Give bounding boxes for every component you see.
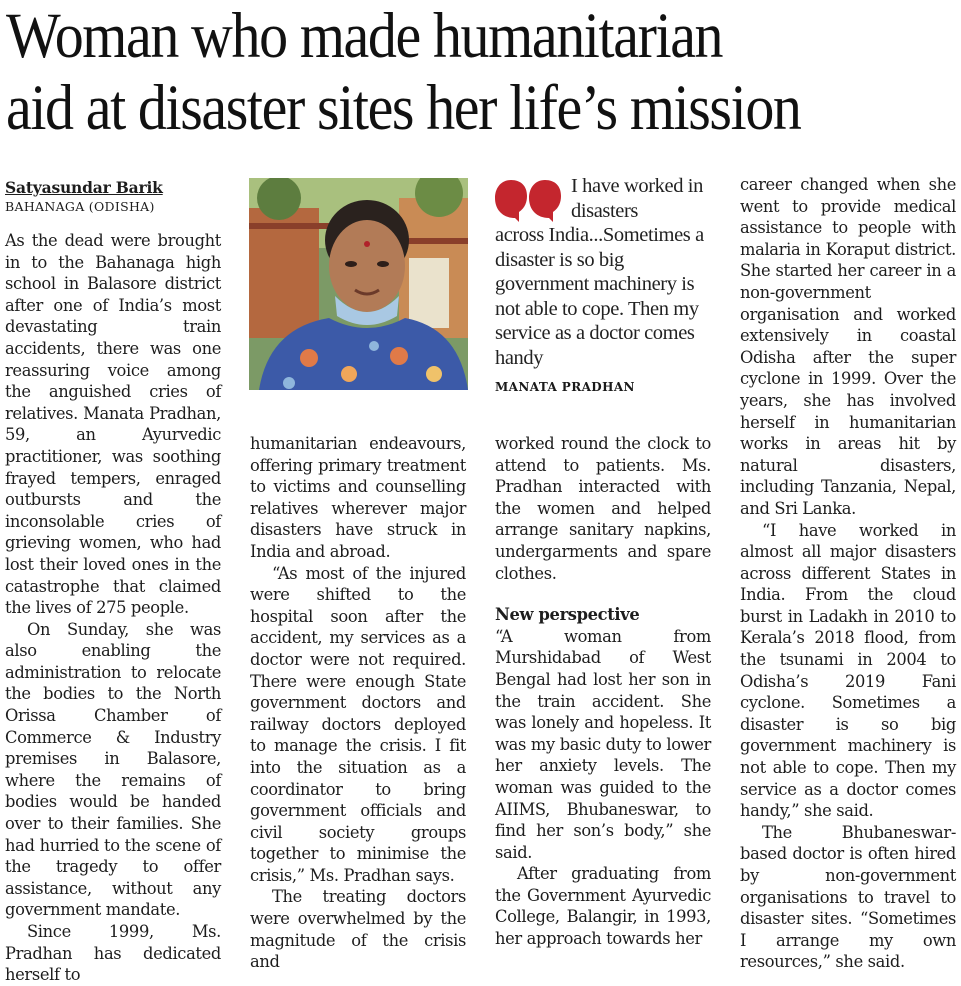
col2-paragraph-1: humanitarian endeavours, offering primary treatment to victims and counselling relatives wherever major disasters have struck in India and abroad.	[250, 434, 466, 561]
quote-mark-icon	[495, 178, 563, 222]
col1-paragraph-1: As the dead were brought in to the Bahanaga high school in Balasore district after one of India’s most devastating train accidents, there was one reassuring voice among the anguished cries of relatives. Manata Pradhan, 59, an Ayurvedic practitioner, was soothing frayed tempers, enraged outbursts and the inconsolable cries of grieving women, who had lost their loved ones in the catastrophe that claimed the lives of 275 people.	[5, 231, 221, 618]
headline	[6, 0, 956, 143]
headline-line-2: aid at disaster sites her life’s mission	[6, 70, 801, 144]
quote-attribution: MANATA PRADHAN	[495, 380, 635, 394]
col2-paragraph-3: The treating doctors were overwhelmed by the magnitude of the crisis and	[250, 887, 466, 972]
col1-paragraph-2: On Sunday, she was also enabling the administration to relocate the bodies to the North Orissa Chamber of Commerce & Industry premises in Balasore, where the remains of bodies would be handed over to their families. She had hurried to the scene of the tragedy to offer assistance, without any government mandate.	[5, 619, 221, 920]
quote-text-rest: across India...Sometimes a disaster is so big government machinery is not able to cope. Then my service as a doctor comes handy	[495, 224, 704, 369]
col4-paragraph-2: “I have worked in almost all major disasters across different States in India. From the cloud burst in Ladakh in 2010 to Kerala’s 2018 flood, from the tsunami in 2004 to Odisha’s 2019 Fani cyclone. Sometimes a disaster is so big government machinery is not able to cope. Then my service as a doctor comes handy,” she said.	[740, 520, 956, 821]
subheading: New perspective	[495, 605, 640, 625]
article-column-1	[5, 178, 221, 986]
byline-dateline: BAHANAGA (ODISHA)	[5, 199, 155, 214]
col3-paragraph-1: worked round the clock to attend to patients. Ms. Pradhan interacted with the women and helped arrange sanitary napkins, undergarments and spare clothes.	[495, 434, 711, 583]
article-column-3	[495, 433, 711, 950]
quote-text-first: I have worked in disasters	[571, 175, 703, 222]
col3-paragraph-2: “A woman from Murshidabad of West Bengal had lost her son in the train accident. She was lonely and hopeless. It was my basic duty to lower her anxiety levels. The woman was guided to the AIIMS, Bhubaneswar, to find her son’s body,” she said.	[495, 626, 711, 862]
pull-quote	[495, 174, 715, 394]
article-column-2	[250, 433, 466, 973]
byline-author: Satyasundar Barik	[5, 178, 163, 197]
article-column-4	[740, 174, 956, 973]
col4-paragraph-3: The Bhubaneswar-based doctor is often hired by non-government organisations to travel to disaster sites. “Sometimes I arrange my own resources,” she said.	[740, 822, 956, 972]
col3-paragraph-3: After graduating from the Government Ayurvedic College, Balangir, in 1993, her approach towards her	[495, 864, 711, 949]
headline-line-1: Woman who made humanitarian	[6, 0, 723, 72]
col4-paragraph-1: career changed when she went to provide medical assistance to people with malaria in Koraput district. She started her career in a non-government organisation and worked extensively in coastal Odisha after the super cyclone in 1999. Over the years, she has involved herself in humanitarian works in areas hit by natural disasters, including Tanzania, Nepal, and Sri Lanka.	[740, 175, 956, 518]
portrait-photo	[249, 178, 468, 390]
col1-paragraph-3: Since 1999, Ms. Pradhan has dedicated herself to	[5, 922, 221, 985]
col2-paragraph-2: “As most of the injured were shifted to the hospital soon after the accident, my services as a doctor were not required. There were enough State government doctors and railway doctors deployed to manage the crisis. I fit into the situation as a coordinator to bring government officials and civil society groups together to minimise the crisis,” Ms. Pradhan says.	[250, 563, 466, 885]
